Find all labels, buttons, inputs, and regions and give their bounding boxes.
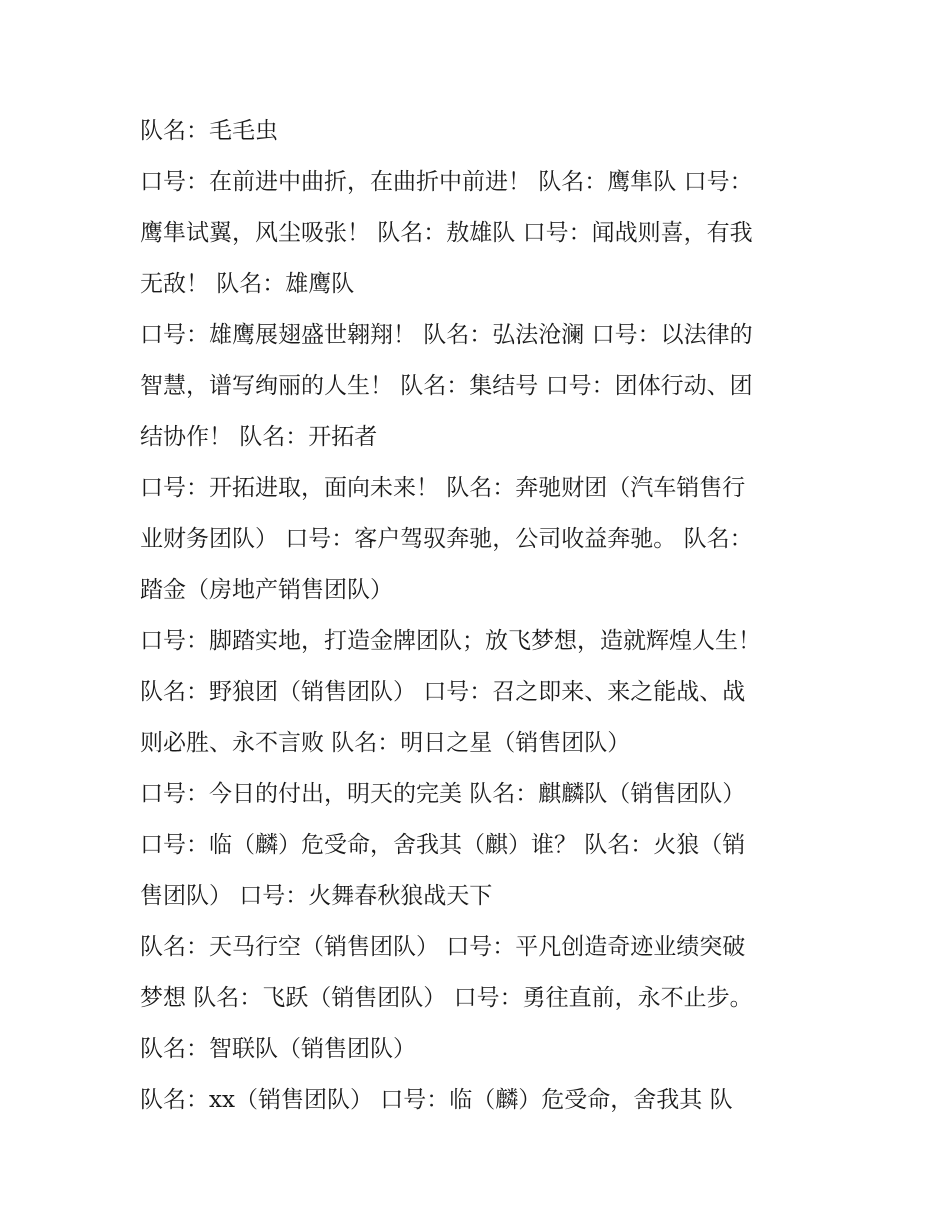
text-line: 则必胜、永不言败 队名：明日之星（销售团队）	[140, 730, 631, 756]
text-line: 队名：毛毛虫	[140, 118, 278, 144]
text-line: 口号：临（麟）危受命，舍我其（麒）谁？ 队名：火狼（销	[140, 832, 746, 858]
text-line: 无敌！ 队名：雄鹰队	[140, 271, 355, 297]
text-line: 业财务团队） 口号：客户驾驭奔驰，公司收益奔驰。 队名：	[140, 526, 753, 552]
text-line: 口号：在前进中曲折，在曲折中前进！ 队名：鹰隼队 口号：	[140, 169, 753, 195]
text-line: 口号：今日的付出，明天的完美 队名：麒麟队（销售团队）	[140, 781, 746, 807]
text-line: 踏金（房地产销售团队）	[140, 577, 393, 603]
text-line: 队名：天马行空（销售团队） 口号：平凡创造奇迹业绩突破	[140, 934, 746, 960]
document-body	[140, 106, 810, 1126]
text-line: 售团队） 口号：火舞春秋狼战天下	[140, 883, 493, 909]
text-line: 鹰隼试翼，风尘吸张！ 队名：敖雄队 口号：闻战则喜，有我	[140, 220, 753, 246]
text-line: 队名：智联队（销售团队）	[140, 1036, 416, 1062]
text-line: 口号：开拓进取，面向未来！ 队名：奔驰财团（汽车销售行	[140, 475, 746, 501]
text-line: 口号：雄鹰展翅盛世翱翔！ 队名：弘法沧澜 口号：以法律的	[140, 322, 753, 348]
text-line: 口号：脚踏实地，打造金牌团队；放飞梦想，造就辉煌人生！	[140, 628, 761, 654]
text-line: 队名：野狼团（销售团队） 口号：召之即来、来之能战、战	[140, 679, 746, 705]
text-line: 结协作！ 队名：开拓者	[140, 424, 378, 450]
text-line: 梦想 队名：飞跃（销售团队） 口号：勇往直前，永不止步。	[140, 985, 753, 1011]
text-line: 智慧，谱写绚丽的人生！ 队名：集结号 口号：团体行动、团	[140, 373, 753, 399]
text-line: 队名：xx（销售团队） 口号：临（麟）危受命，舍我其 队	[140, 1087, 733, 1113]
